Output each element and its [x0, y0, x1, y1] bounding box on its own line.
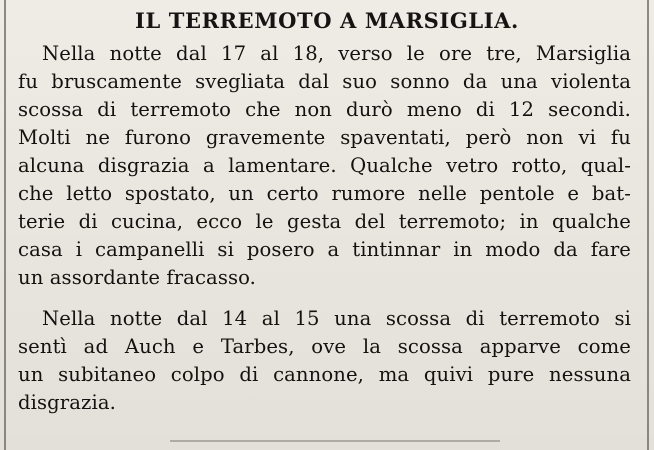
text-line: un assordante fracasso. [18, 266, 257, 289]
column-rule-left [4, 0, 6, 450]
text-line: terie di cucina, ecco le gesta del terremoto; in qualche [18, 210, 631, 233]
text-line: fu bruscamente svegliata dal suo sonno da una violenta [18, 70, 631, 93]
text-line: alcuna disgrazia a lamentare. Qualche vetro rotto, qual- [18, 154, 631, 177]
text-line: Nella notte dal 14 al 15 una scossa di terremoto si [42, 307, 631, 330]
text-line: Molti ne furono gravemente spaventati, però non vi fu [18, 126, 631, 149]
text-line: un subitaneo colpo di cannone, ma quivi pure nessuna [18, 363, 631, 386]
bottom-divider [170, 440, 500, 442]
text-line: che letto spostato, un certo rumore nelle pentole e bat- [18, 182, 631, 205]
article-headline: IL TERREMOTO A MARSIGLIA. [135, 8, 519, 33]
column-rule-right [647, 0, 649, 450]
text-line: Nella notte dal 17 al 18, verso le ore tre, Marsiglia [42, 42, 631, 65]
text-line: scossa di terremoto che non durò meno di 12 secondi. [18, 98, 631, 121]
text-line: casa i campanelli si posero a tintinnar in modo da fare [18, 238, 631, 261]
text-line: sentì ad Auch e Tarbes, ove la scossa apparve come [18, 335, 631, 358]
text-line: disgrazia. [18, 391, 116, 414]
